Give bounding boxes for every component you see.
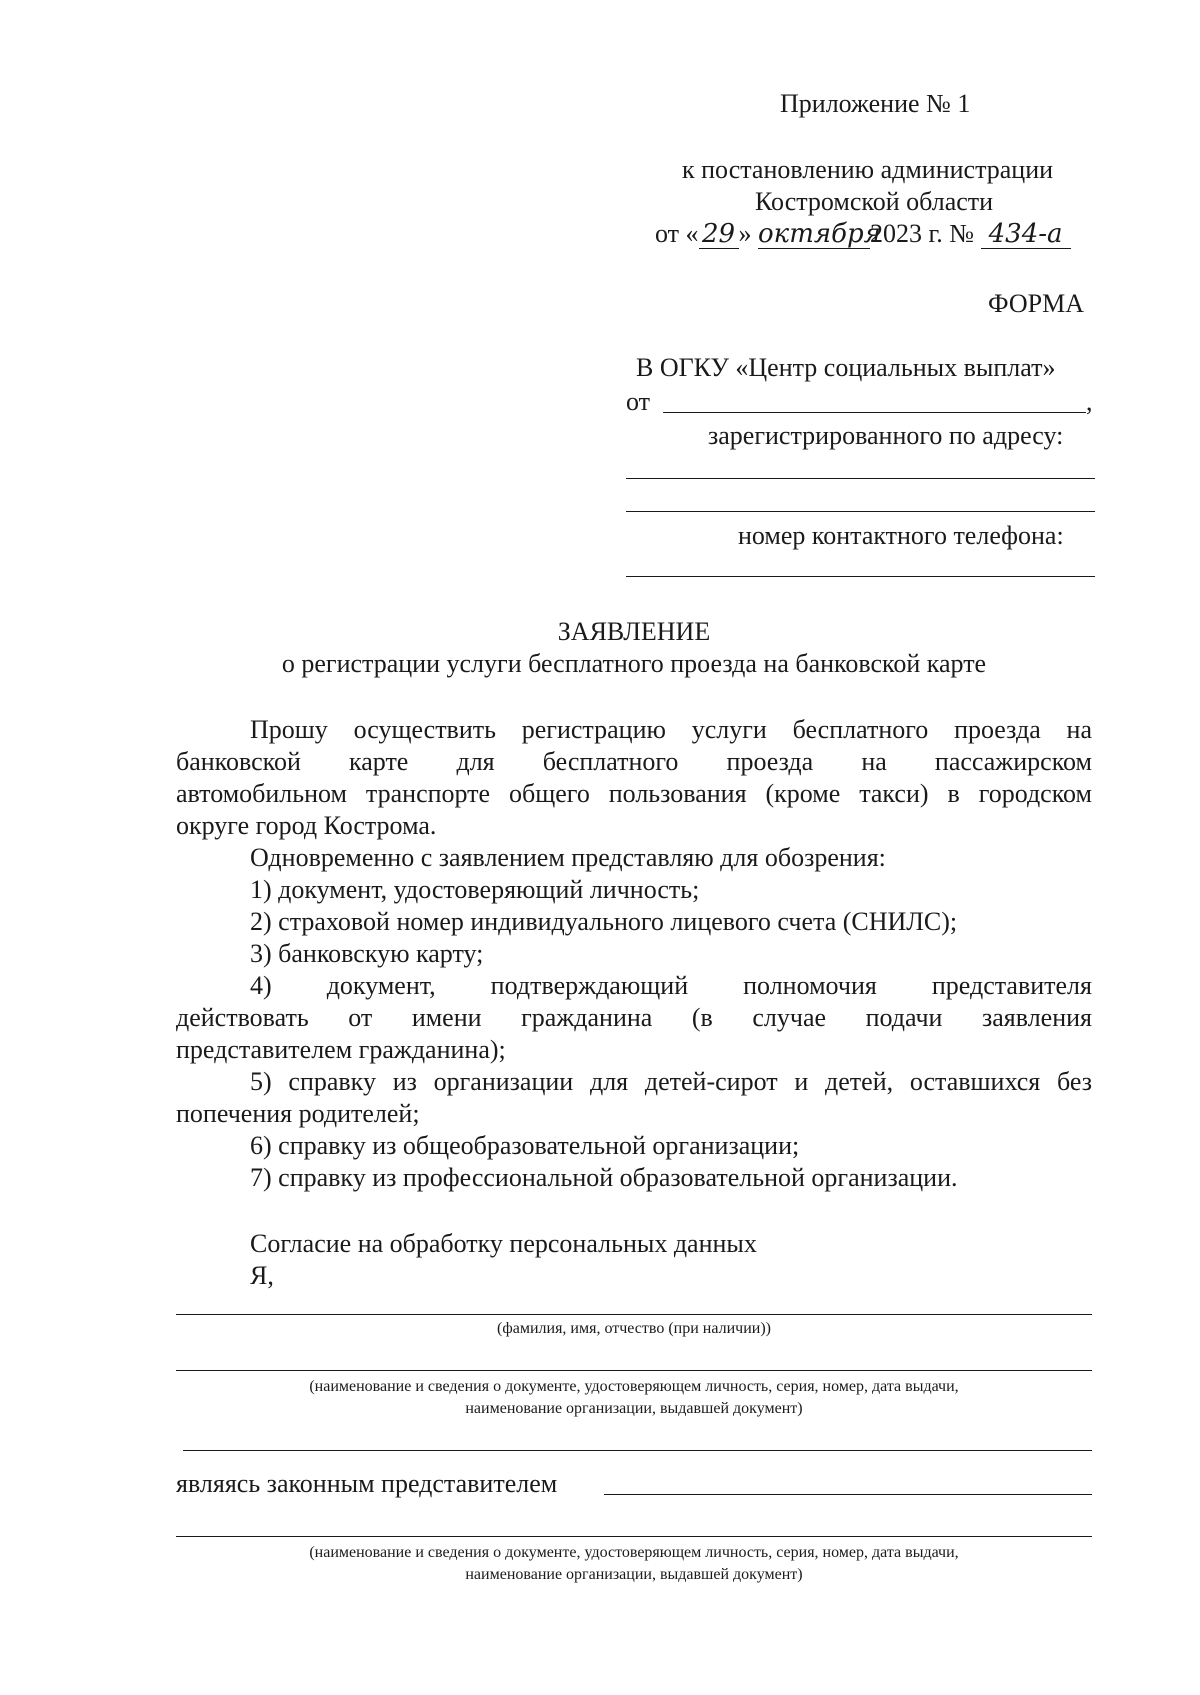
request-line-4: округе город Кострома.	[176, 811, 437, 840]
represented-person-field	[604, 1494, 1092, 1495]
region-line: Костромской области	[755, 187, 994, 216]
document-item-5-line-2: попечения родителей;	[176, 1099, 420, 1128]
address-field-2	[626, 511, 1095, 512]
document-title: ЗАЯВЛЕНИЕ	[557, 617, 711, 646]
handwritten-day: 29	[699, 220, 739, 249]
id-document-extra-field	[183, 1450, 1092, 1451]
address-field-1	[626, 478, 1095, 479]
date-prefix: от «	[655, 219, 699, 248]
date-mid: »	[738, 219, 752, 248]
represented-document-caption-1: (наименование и сведения о документе, удостоверяющем личность, серия, номер, дата выдачи,	[309, 1544, 959, 1561]
fio-field	[176, 1314, 1092, 1315]
document-item-1: 1) документ, удостоверяющий личность;	[250, 875, 700, 904]
represented-document-caption-2: наименование организации, выдавшей документ)	[465, 1566, 803, 1583]
document-item-6: 6) справку из общеобразовательной организации;	[250, 1131, 800, 1160]
request-line-3: автомобильном транспорте общего пользования (кроме такси) в городском	[176, 779, 1092, 808]
addressee-line: В ОГКУ «Центр социальных выплат»	[636, 353, 1056, 382]
handwritten-month: октября	[758, 219, 881, 249]
handwritten-number: 434-а	[981, 220, 1071, 249]
request-line-1: Прошу осуществить регистрацию услуги бесплатного проезда на	[250, 715, 1092, 744]
year-number-label: 2023 г. №	[870, 219, 975, 248]
phone-field	[626, 576, 1095, 577]
id-document-caption-2: наименование организации, выдавшей документ)	[465, 1400, 803, 1417]
resolution-date-line	[655, 218, 1071, 250]
document-item-3: 3) банковскую карту;	[250, 939, 484, 968]
resolution-line: к постановлению администрации	[682, 155, 1054, 184]
representative-label: являясь законным представителем	[176, 1469, 558, 1498]
registered-address-label: зарегистрированного по адресу:	[708, 421, 1064, 450]
form-label: ФОРМА	[988, 289, 1084, 318]
request-line-2: банковской карте для бесплатного проезда на пассажирском	[176, 747, 1092, 776]
appendix-number: Приложение № 1	[780, 89, 971, 118]
documents-intro: Одновременно с заявлением представляю для обозрения:	[250, 843, 886, 872]
document-item-4-line-2: действовать от имени гражданина (в случае подачи заявления	[176, 1003, 1092, 1032]
document-item-7: 7) справку из профессиональной образовательной организации.	[250, 1163, 958, 1192]
document-item-4-line-3: представителем гражданина);	[176, 1035, 506, 1064]
consent-i: Я,	[250, 1261, 274, 1290]
document-item-5-line-1: 5) справку из организации для детей-сирот и детей, оставшихся без	[250, 1067, 1092, 1096]
consent-heading: Согласие на обработку персональных данных	[250, 1229, 757, 1258]
id-document-caption-1: (наименование и сведения о документе, удостоверяющем личность, серия, номер, дата выдачи,	[309, 1378, 959, 1395]
document-item-4-line-1: 4) документ, подтверждающий полномочия представителя	[250, 971, 1092, 1000]
phone-label: номер контактного телефона:	[738, 521, 1064, 550]
from-label: от	[626, 387, 651, 416]
fio-caption: (фамилия, имя, отчество (при наличии))	[497, 1320, 771, 1337]
from-comma: ,	[1086, 387, 1093, 416]
applicant-name-field	[663, 412, 1086, 413]
represented-document-field	[176, 1536, 1092, 1537]
document-item-2: 2) страховой номер индивидуального лицевого счета (СНИЛС);	[250, 907, 958, 936]
id-document-field	[176, 1370, 1092, 1371]
document-subtitle: о регистрации услуги бесплатного проезда на банковской карте	[281, 649, 987, 678]
